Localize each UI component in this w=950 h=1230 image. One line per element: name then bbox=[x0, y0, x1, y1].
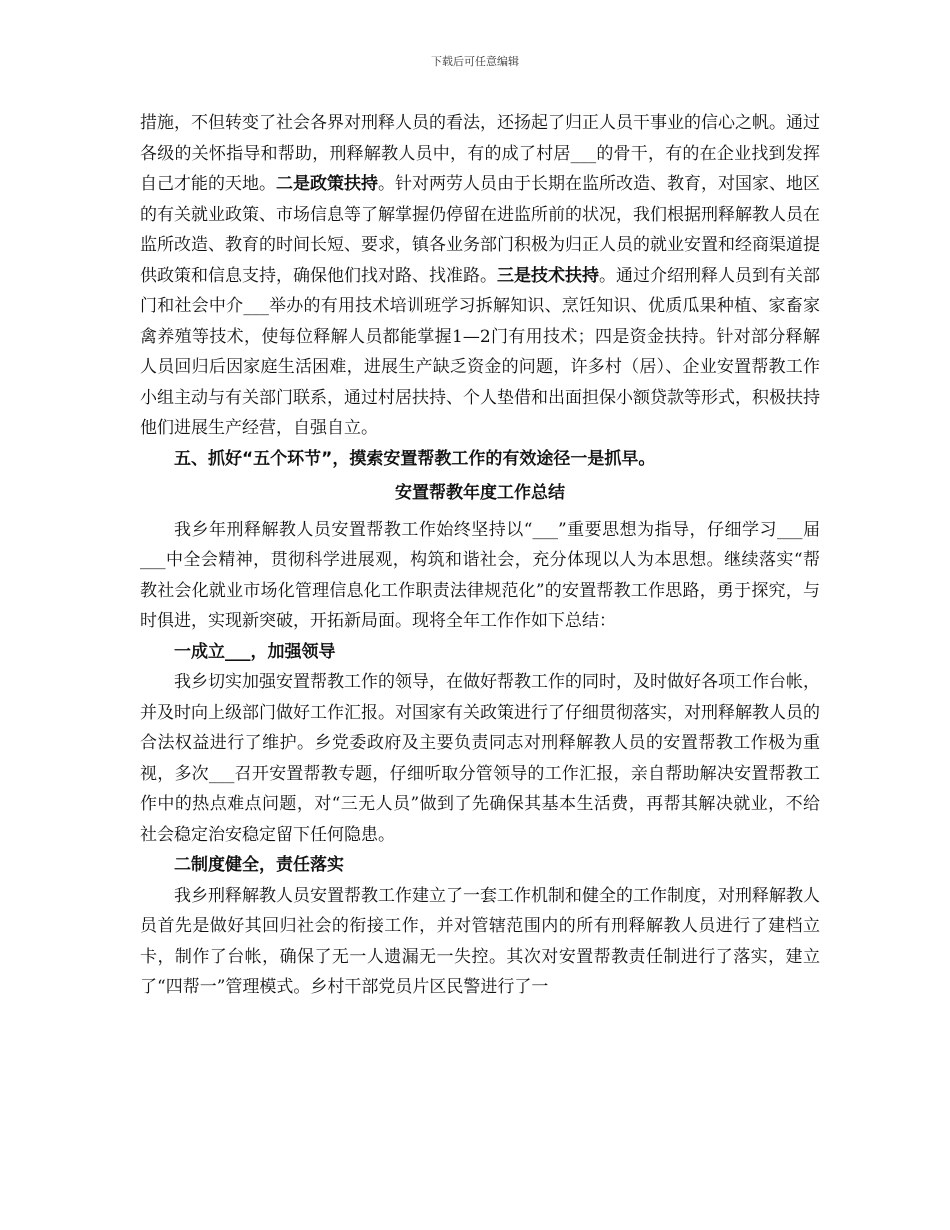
paragraph-intro: 我乡年刑释解教人员安置帮教工作始终坚持以“___”重要思想为指导，仔细学习___届___中全会精神，贯彻科学进展观，构筑和谐社会，充分体现以人为本思想。继续落实“帮教社会化就业市场化管理信息化工作职责法律规范化”的安置帮教工作思路，勇于探究，与时俱进，实现新突破，开拓新局面。现将全年工作作如下总结： bbox=[140, 519, 820, 631]
text-run: 措施，不但转变了社会各界对刑释人员的看法，还扬起了归正人员干事业的信心之帆。通过各级的关怀指导和帮助，刑释解教人员中，有的成了村居___的骨干，有的在企业找到发挥自己才能的天地。 bbox=[140, 113, 820, 194]
document-title: 安置帮教年度工作总结 bbox=[395, 483, 565, 503]
section-heading-2: 二制度健全，责任落实 bbox=[174, 855, 344, 875]
section-heading-1: 一成立___，加强领导 bbox=[174, 641, 336, 662]
document-body bbox=[140, 108, 820, 1003]
bold-run-tech-support: 三是技术扶持 bbox=[497, 265, 599, 286]
text-run: 。通过介绍刑释人员到有关部门和社会中介___举办的有用技术培训班学习拆解知识、烹饪知识、优质瓜果种植、家畜家禽养殖等技术，使每位释解人员都能掌握1—2门有用技术；四是资金扶持。针对部分释解人员回归后因家庭生活困难，进展生产缺乏资金的问题，许多村（居）、企业安置帮教工作小组主动与有关部门联系，通过村居扶持、个人垫借和出面担保小额贷款等形式，积极扶持他们进展生产经营，自强自立。 bbox=[140, 265, 820, 438]
heading-five-links: 五、抓好“五个环节”，摸索安置帮教工作的有效途径一是抓早。 bbox=[174, 448, 656, 469]
paragraph-section-1: 我乡切实加强安置帮教工作的领导，在做好帮教工作的同时，及时做好各项工作台帐，并及时向上级部门做好工作汇报。对国家有关政策进行了仔细贯彻落实，对刑释解教人员的合法权益进行了维护。乡党委政府及主要负责同志对刑释解教人员的安置帮教工作极为重视，多次___召开安置帮教专题，仔细听取分管领导的工作汇报，亲自帮助解决安置帮教工作中的热点难点问题，对“三无人员”做到了先确保其基本生活费，再帮其解决就业，不给社会稳定治安稳定留下任何隐患。 bbox=[140, 672, 820, 845]
paragraph-measures bbox=[140, 108, 820, 444]
page-header: 下载后可任意编辑 bbox=[431, 55, 519, 68]
text-run: 。针对两劳人员由于长期在监所改造、教育，对国家、地区的有关就业政策、市场信息等了解掌握仍停留在进监所前的状况，我们根据刑释解教人员在监所改造、教育的时间长短、要求，镇各业务部门积极为归正人员的就业安置和经商渠道提供政策和信息支持，确保他们找对路、找准路。 bbox=[140, 174, 820, 286]
paragraph-section-2: 我乡刑释解教人员安置帮教工作建立了一套工作机制和健全的工作制度，对刑释解教人员首先是做好其回归社会的衔接工作，并对管辖范围内的所有刑释解教人员进行了建档立卡，制作了台帐，确保了无一人遗漏无一失控。其次对安置帮教责任制进行了落实，建立了“四帮一”管理模式。乡村干部党员片区民警进行了一 bbox=[140, 885, 820, 997]
bold-run-policy-support: 二是政策扶持 bbox=[276, 174, 378, 194]
